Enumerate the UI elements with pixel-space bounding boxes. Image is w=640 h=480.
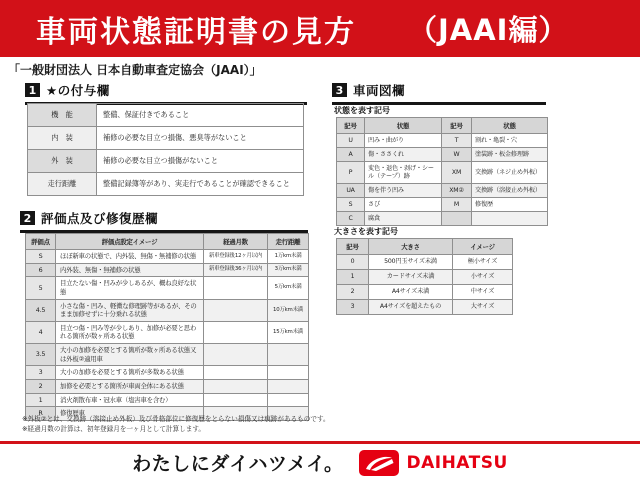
cell-months: [204, 344, 268, 366]
title-banner: [0, 0, 640, 57]
cell-sym: 1: [337, 270, 369, 285]
page-title: 車両状態証明書の見方: [36, 14, 356, 50]
cell-sym2: T: [442, 134, 472, 148]
cell-desc: 大小の加修を必要とする箇所が数ヶ所ある状態又は外板②適用車: [56, 344, 204, 366]
cell-score: 4: [26, 321, 56, 343]
table-header-row: [337, 239, 513, 255]
col-header: 状態: [472, 118, 548, 134]
cell-distance: 3万km未満: [268, 263, 309, 277]
section2-number-badge: 2: [20, 211, 35, 225]
table-row: [337, 212, 548, 226]
cell-score: 3.5: [26, 344, 56, 366]
cell-sym1: P: [337, 162, 365, 184]
cell-sym2: M: [442, 198, 472, 212]
section3-header: [332, 81, 546, 105]
table-row: [337, 148, 548, 162]
cell-desc: 内外装、無傷・無補修の状態: [56, 263, 204, 277]
cell-score: 4.5: [26, 299, 56, 321]
cell-desc: 加修を必要とする箇所が車両全体にある状態: [56, 380, 204, 394]
cell-image: 極小サイズ: [453, 255, 513, 270]
cell-state2: 修復歴: [472, 198, 548, 212]
cell-size: カードサイズ未満: [369, 270, 453, 285]
col-header: 状態: [365, 118, 442, 134]
cell-distance: 15万km未満: [268, 321, 309, 343]
cell-state2: 交換跡（溶接止め外板）: [472, 184, 548, 198]
cell-desc: 目立たない傷・凹みが少しあるが、概ね良好な状態: [56, 277, 204, 299]
cell-state2: 交換跡（ネジ止め外板）: [472, 162, 548, 184]
section1-title: ★の付与欄: [46, 83, 110, 98]
table-row: [337, 184, 548, 198]
table-header-row: [26, 234, 309, 250]
cell-state1: 傷・ささくれ: [365, 148, 442, 162]
cell-desc: 補修の必要な目立つ損傷、悪臭等がないこと: [97, 127, 304, 150]
cell-months: [204, 321, 268, 343]
footnote-line: ※外板②とは、交換跡（溶接止め外板）及び骨格部位に修復歴をとらない損傷又は痕跡があるものです。: [22, 415, 330, 423]
cell-size: A4サイズを超えたもの: [369, 300, 453, 315]
state-symbols-label: 状態を表す記号: [334, 106, 390, 115]
cell-desc: 消火剤散布車・冠水車（塩害車を含む）: [56, 393, 204, 407]
cell-state2: [472, 212, 548, 226]
section3-title: 車両図欄: [353, 83, 406, 98]
cell-state2: 塗装跡・板金修理跡: [472, 148, 548, 162]
cell-size: A4サイズ未満: [369, 285, 453, 300]
evaluation-points-table: [25, 233, 309, 421]
cell-state1: 変色・退色・剥げ・シール（テープ）跡: [365, 162, 442, 184]
cell-sym2: W: [442, 148, 472, 162]
table-row: [28, 150, 304, 173]
cell-sym1: UA: [337, 184, 365, 198]
cell-sym1: S: [337, 198, 365, 212]
cell-distance: [268, 366, 309, 380]
cell-score: 2: [26, 380, 56, 394]
table-row: [337, 198, 548, 212]
cell-distance: 5万km未満: [268, 277, 309, 299]
cell-sym1: U: [337, 134, 365, 148]
cell-image: 小サイズ: [453, 270, 513, 285]
cell-desc: ほぼ新車の状態で、内外装、無傷・無補修の状態: [56, 250, 204, 264]
cell-sym: 3: [337, 300, 369, 315]
table-row: [28, 127, 304, 150]
cell-months: 新車登録後36ヶ月以内: [204, 263, 268, 277]
size-symbols-label: 大きさを表す記号: [334, 227, 398, 236]
cell-label: 機 能: [28, 104, 97, 127]
cell-sym1: A: [337, 148, 365, 162]
table-row: [337, 255, 513, 270]
table-row: [337, 134, 548, 148]
col-header: イメージ: [453, 239, 513, 255]
table-row: [26, 299, 309, 321]
cell-label: 内 装: [28, 127, 97, 150]
cell-months: [204, 380, 268, 394]
cell-state1: 腐食: [365, 212, 442, 226]
table-row: [337, 285, 513, 300]
section1-header: [25, 81, 307, 105]
cell-sym2: XM②: [442, 184, 472, 198]
table-row: [26, 393, 309, 407]
cell-score: 6: [26, 263, 56, 277]
table-row: [26, 321, 309, 343]
table-row: [26, 344, 309, 366]
footnotes: [22, 415, 330, 435]
page-title-edition: （JAAI編）: [408, 13, 569, 47]
cell-state1: さび: [365, 198, 442, 212]
table-row: [337, 162, 548, 184]
cell-desc: 補修の必要な目立つ損傷がないこと: [97, 150, 304, 173]
table-row: [26, 366, 309, 380]
cell-image: 中サイズ: [453, 285, 513, 300]
table-row: [28, 173, 304, 196]
cell-image: 大サイズ: [453, 300, 513, 315]
cell-score: S: [26, 250, 56, 264]
size-symbols-table: [336, 238, 513, 315]
cell-months: 新車登録後12ヶ月以内: [204, 250, 268, 264]
cell-state1: 凹み・曲がり: [365, 134, 442, 148]
cell-desc: 整備、保証付きであること: [97, 104, 304, 127]
section3-number-badge: 3: [332, 83, 347, 97]
cell-score: 3: [26, 366, 56, 380]
table-row: [337, 270, 513, 285]
cell-distance: [268, 344, 309, 366]
cell-label: 走行距離: [28, 173, 97, 196]
daihatsu-wordmark: DAIHATSU: [406, 452, 508, 473]
cell-score: R: [26, 407, 56, 421]
table-header-row: [337, 118, 548, 134]
cell-distance: [268, 380, 309, 394]
col-header: 評価点設定イメージ: [56, 234, 204, 250]
state-symbols-table: [336, 117, 548, 226]
cell-months: [204, 366, 268, 380]
col-header: 記号: [337, 118, 365, 134]
cell-desc: 整備記録簿等があり、実走行であることが確認できること: [97, 173, 304, 196]
col-header: 記号: [442, 118, 472, 134]
cell-state2: 割れ・亀裂・穴: [472, 134, 548, 148]
cell-months: [204, 393, 268, 407]
daihatsu-tagline: わたしにダイハツメイ。: [132, 453, 344, 475]
section2-title: 評価点及び修復歴欄: [41, 211, 159, 226]
table-row: [26, 277, 309, 299]
star-criteria-table: [27, 103, 304, 196]
cell-score: 5: [26, 277, 56, 299]
cell-desc: 修復歴車: [56, 407, 204, 421]
cell-size: 500円玉サイズ未満: [369, 255, 453, 270]
cell-distance: 10万km未満: [268, 299, 309, 321]
cell-score: 1: [26, 393, 56, 407]
daihatsu-logo-icon: [359, 450, 399, 476]
col-header: 走行距離: [268, 234, 309, 250]
table-row: [26, 263, 309, 277]
table-row: [337, 300, 513, 315]
footer-divider: [0, 441, 640, 444]
cell-desc: 目立つ傷・凹み等が少しあり、加修が必要と思われる箇所が数ヶ所ある状態: [56, 321, 204, 343]
footnote-line: ※経過月数の計算は、初年登録月を一ヶ月として計算します。: [22, 424, 206, 433]
col-header: 評価点: [26, 234, 56, 250]
daihatsu-brand: [359, 450, 507, 476]
col-header: 経過月数: [204, 234, 268, 250]
cell-distance: [268, 393, 309, 407]
cell-label: 外 装: [28, 150, 97, 173]
table-row: [26, 250, 309, 264]
col-header: 記号: [337, 239, 369, 255]
section2-header: [20, 209, 308, 233]
cell-sym1: C: [337, 212, 365, 226]
cell-state1: 傷を伴う凹み: [365, 184, 442, 198]
cell-months: [204, 277, 268, 299]
organization-subtitle: 「一般財団法人 日本自動車査定協会（JAAI）」: [8, 63, 262, 77]
cell-sym2: XM: [442, 162, 472, 184]
col-header: 大きさ: [369, 239, 453, 255]
cell-sym2: [442, 212, 472, 226]
table-row: [26, 380, 309, 394]
cell-distance: 1万km未満: [268, 250, 309, 264]
cell-desc: 小さな傷・凹み、軽微な修理跡等があるが、そのまま加修せずに十分乗れる状態: [56, 299, 204, 321]
cell-sym: 2: [337, 285, 369, 300]
cell-months: [204, 299, 268, 321]
cell-desc: 大小の加修を必要とする箇所が多数ある状態: [56, 366, 204, 380]
table-row: [28, 104, 304, 127]
footer: [0, 449, 640, 476]
cell-sym: 0: [337, 255, 369, 270]
section1-number-badge: 1: [25, 83, 40, 97]
